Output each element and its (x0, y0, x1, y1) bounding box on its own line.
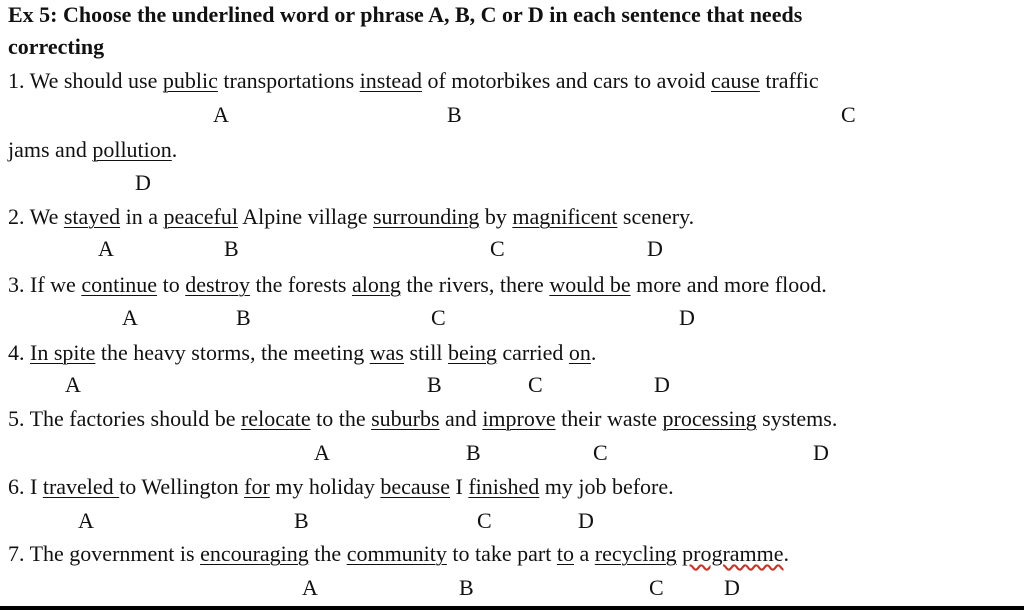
text-segment: carried (496, 340, 569, 365)
text-segment: to take part (446, 541, 557, 566)
question-6-sentence (8, 474, 674, 500)
underlined-option-d: pollution (92, 137, 172, 162)
underlined-option-a: encouraging (200, 541, 309, 566)
underlined-option-a: stayed (63, 204, 121, 229)
text-segment: in a (120, 204, 164, 229)
question-7-label-d: D (724, 575, 740, 600)
text-segment: . (590, 340, 597, 365)
text-segment: the forests (249, 272, 352, 297)
text-segment: to the (310, 406, 372, 431)
text-segment: . (783, 541, 790, 566)
underlined-option-c: being (447, 340, 497, 365)
text-segment: 7. The government is (8, 541, 201, 566)
underlined-option-d: processing (662, 406, 757, 431)
text-segment: scenery. (617, 204, 695, 229)
text-segment: 1. We should use (8, 68, 163, 93)
question-5-label-a: A (314, 440, 330, 465)
question-7-label-b: B (459, 575, 474, 600)
text-segment: . (171, 137, 178, 162)
underlined-option-c: improve (482, 406, 556, 431)
text-segment: jams and (8, 137, 93, 162)
question-2-label-a: A (98, 236, 114, 261)
underlined-option-b: instead (359, 68, 422, 93)
question-4-label-b: B (427, 372, 442, 397)
question-4-label-c: C (528, 372, 543, 397)
underlined-option-c: to (556, 541, 574, 566)
text-segment: my job before. (539, 474, 674, 499)
text-segment: of motorbikes and cars to avoid (421, 68, 711, 93)
text-segment: Alpine village (237, 204, 373, 229)
text-segment: the rivers, there (400, 272, 550, 297)
question-5-label-d: D (813, 440, 829, 465)
question-6-label-a: A (78, 508, 94, 533)
text-segment: I (450, 474, 469, 499)
text-segment: more and more flood. (630, 272, 827, 297)
question-1-label-d: D (135, 170, 151, 195)
question-5-label-c: C (593, 440, 608, 465)
underlined-option-c: because (380, 474, 451, 499)
question-7-sentence (8, 541, 789, 567)
question-2-label-c: C (490, 236, 505, 261)
question-2-label-d: D (647, 236, 663, 261)
question-1-label-a: A (213, 102, 229, 127)
underlined-option-d: recycling (594, 541, 677, 566)
text-segment: to Wellington (119, 474, 245, 499)
question-1-sentence-continued (8, 137, 177, 163)
text-segment: to (157, 272, 186, 297)
question-6-label-b: B (294, 508, 309, 533)
question-1-label-b: B (447, 102, 462, 127)
underlined-option-b: for (244, 474, 270, 499)
text-segment: 4. (8, 340, 30, 365)
underlined-option-b: was (369, 340, 404, 365)
text-segment: and (439, 406, 483, 431)
underlined-option-a: traveled (42, 474, 120, 499)
question-1-label-c: C (841, 102, 856, 127)
text-segment: by (479, 204, 513, 229)
spellcheck-word: programme (682, 541, 784, 566)
question-4-label-a: A (65, 372, 81, 397)
question-5-label-b: B (466, 440, 481, 465)
text-segment: 2. We (8, 204, 64, 229)
question-2-sentence (8, 204, 694, 230)
question-2-label-b: B (224, 236, 239, 261)
question-3-label-c: C (431, 305, 446, 330)
underlined-option-a: continue (81, 272, 158, 297)
question-1-sentence (8, 68, 819, 94)
text-segment: my holiday (269, 474, 381, 499)
text-segment: traffic (759, 68, 819, 93)
text-segment: systems. (756, 406, 838, 431)
underlined-option-c: along (352, 272, 401, 297)
question-3-label-b: B (236, 305, 251, 330)
question-7-label-c: C (649, 575, 664, 600)
underlined-option-a: public (162, 68, 218, 93)
underlined-option-d: on (568, 340, 591, 365)
text-segment: 5. The factories should be (8, 406, 241, 431)
text-segment: 6. I (8, 474, 43, 499)
exercise-title-line1: Ex 5: Choose the underlined word or phrase A, B, C or D in each sentence that needs (8, 2, 803, 27)
underlined-option-b: community (346, 541, 447, 566)
underlined-option-d: would be (549, 272, 631, 297)
question-5-sentence (8, 406, 837, 432)
underlined-option-b: suburbs (371, 406, 440, 431)
text-segment: 3. If we (8, 272, 82, 297)
text-segment: transportations (217, 68, 360, 93)
underlined-option-c: surrounding (373, 204, 480, 229)
question-3-label-a: A (122, 305, 138, 330)
question-7-label-a: A (302, 575, 318, 600)
question-3-sentence (8, 272, 827, 298)
bottom-border (0, 606, 1024, 610)
underlined-option-b: peaceful (163, 204, 238, 229)
question-6-label-c: C (477, 508, 492, 533)
underlined-option-d: magnificent (512, 204, 618, 229)
text-segment: their waste (555, 406, 663, 431)
text-segment: still (403, 340, 448, 365)
underlined-option-d: finished (468, 474, 540, 499)
underlined-option-c: cause (710, 68, 760, 93)
text-segment: a (574, 541, 595, 566)
question-4-sentence (8, 340, 596, 366)
exercise-title-line2: correcting (8, 34, 105, 59)
question-6-label-d: D (578, 508, 594, 533)
question-3-label-d: D (679, 305, 695, 330)
underlined-option-b: destroy (185, 272, 250, 297)
underlined-option-a: In spite (30, 340, 96, 365)
question-4-label-d: D (654, 372, 670, 397)
text-segment: the (308, 541, 347, 566)
text-segment: the heavy storms, the meeting (95, 340, 370, 365)
underlined-option-a: relocate (240, 406, 311, 431)
